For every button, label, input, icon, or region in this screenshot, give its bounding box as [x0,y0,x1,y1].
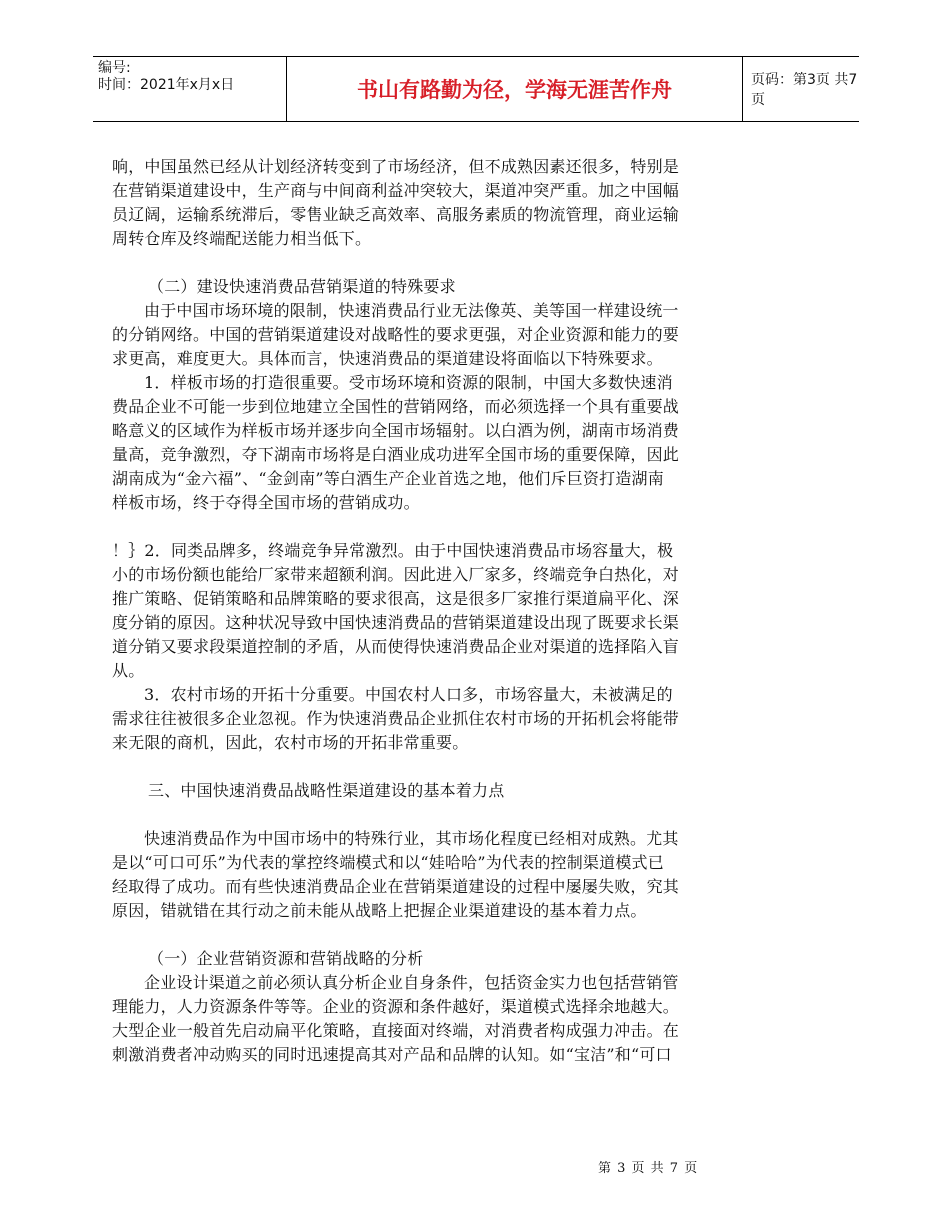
body-line: 小的市场份额也能给厂家带来超额利润。因此进入厂家多，终端竞争白热化，对 [112,565,680,584]
body-line: 从。 [112,661,145,680]
document-body [112,155,772,1067]
page-header [93,56,859,122]
section-heading: （二）建设快速消费品营销渠道的特殊要求 [148,277,456,296]
body-line: 推广策略、促销策略和品牌策略的要求很高，这是很多厂家推行渠道扁平化、深 [112,589,680,608]
body-line: 快速消费品作为中国市场中的特殊行业，其市场化程度已经相对成熟。尤其 [144,829,679,848]
body-line: 企业设计渠道之前必须认真分析企业自身条件，包括资金实力也包括营销管 [144,973,679,992]
body-line: 道分销又要求段渠道控制的矛盾，从而使得快速消费品企业对渠道的选择陷入盲 [112,637,680,656]
body-line: 大型企业一般首先启动扁平化策略，直接面对终端，对消费者构成强力冲击。在 [112,1021,680,1040]
header-page-label: 页码：第3页 共7页 [751,72,858,108]
body-line: 湖南成为“金六福”、“金剑南”等白酒生产企业首选之地，他们斥巨资打造湖南 [112,469,664,488]
section-heading: 三、中国快速消费品战略性渠道建设的基本着力点 [148,781,505,800]
page-footer: 第 3 页 共 7 页 [598,1161,699,1176]
header-motto: 书山有路勤为径，学海无涯苦作舟 [286,57,743,121]
body-line: 1．样板市场的打造很重要。受市场环境和资源的限制，中国大多数快速消 [144,373,673,392]
body-line: 由于中国市场环境的限制，快速消费品行业无法像英、美等国一样建设统一 [144,301,679,320]
body-line: 需求往往被很多企业忽视。作为快速消费品企业抓住农村市场的开拓机会将能带 [112,709,680,728]
body-line: 响，中国虽然已经从计划经济转变到了市场经济，但不成熟因素还很多，特别是 [112,157,680,176]
body-line: 的分销网络。中国的营销渠道建设对战略性的要求更强，对企业资源和能力的要 [112,325,680,344]
body-line: 是以“可口可乐”为代表的掌控终端模式和以“娃哈哈”为代表的控制渠道模式已 [112,853,664,872]
body-line: 度分销的原因。这种状况导致中国快速消费品的营销渠道建设出现了既要求长渠 [112,613,680,632]
body-line: 原因，错就错在其行动之前未能从战略上把握企业渠道建设的基本着力点。 [112,901,647,920]
body-line: ！｝2．同类品牌多，终端竞争异常激烈。由于中国快速消费品市场容量大，极 [112,541,674,560]
body-line: 经取得了成功。而有些快速消费品企业在营销渠道建设的过程中屡屡失败，究其 [112,877,680,896]
body-line: 来无限的商机，因此，农村市场的开拓非常重要。 [112,733,469,752]
body-line: 费品企业不可能一步到位地建立全国性的营销网络，而必须选择一个具有重要战 [112,397,680,416]
header-meta [93,57,286,121]
body-line: 员辽阔，运输系统滞后，零售业缺乏高效率、高服务素质的物流管理，商业运输 [112,205,680,224]
body-line: 3．农村市场的开拓十分重要。中国农村人口多，市场容量大，未被满足的 [144,685,673,704]
body-line: 刺激消费者冲动购买的同时迅速提高其对产品和品牌的认知。如“宝洁”和“可口 [112,1045,672,1064]
body-line: 在营销渠道建设中，生产商与中间商利益冲突较大，渠道冲突严重。加之中国幅 [112,181,680,200]
body-line: 求更高，难度更大。具体而言，快速消费品的渠道建设将面临以下特殊要求。 [112,349,663,368]
body-line: 周转仓库及终端配送能力相当低下。 [112,229,372,248]
time-label: 时间：2021年x月x日 [98,77,235,93]
body-line: 量高，竞争激烈，夺下湖南市场将是白酒业成功进军全国市场的重要保障，因此 [112,445,680,464]
number-label: 编号: [98,60,131,76]
body-line: 理能力，人力资源条件等等。企业的资源和条件越好，渠道模式选择余地越大。 [112,997,680,1016]
body-line: 略意义的区域作为样板市场并逐步向全国市场辐射。以白酒为例，湖南市场消费 [112,421,680,440]
section-heading: （一）企业营销资源和营销战略的分析 [148,949,424,968]
body-line: 样板市场，终于夺得全国市场的营销成功。 [112,493,420,512]
